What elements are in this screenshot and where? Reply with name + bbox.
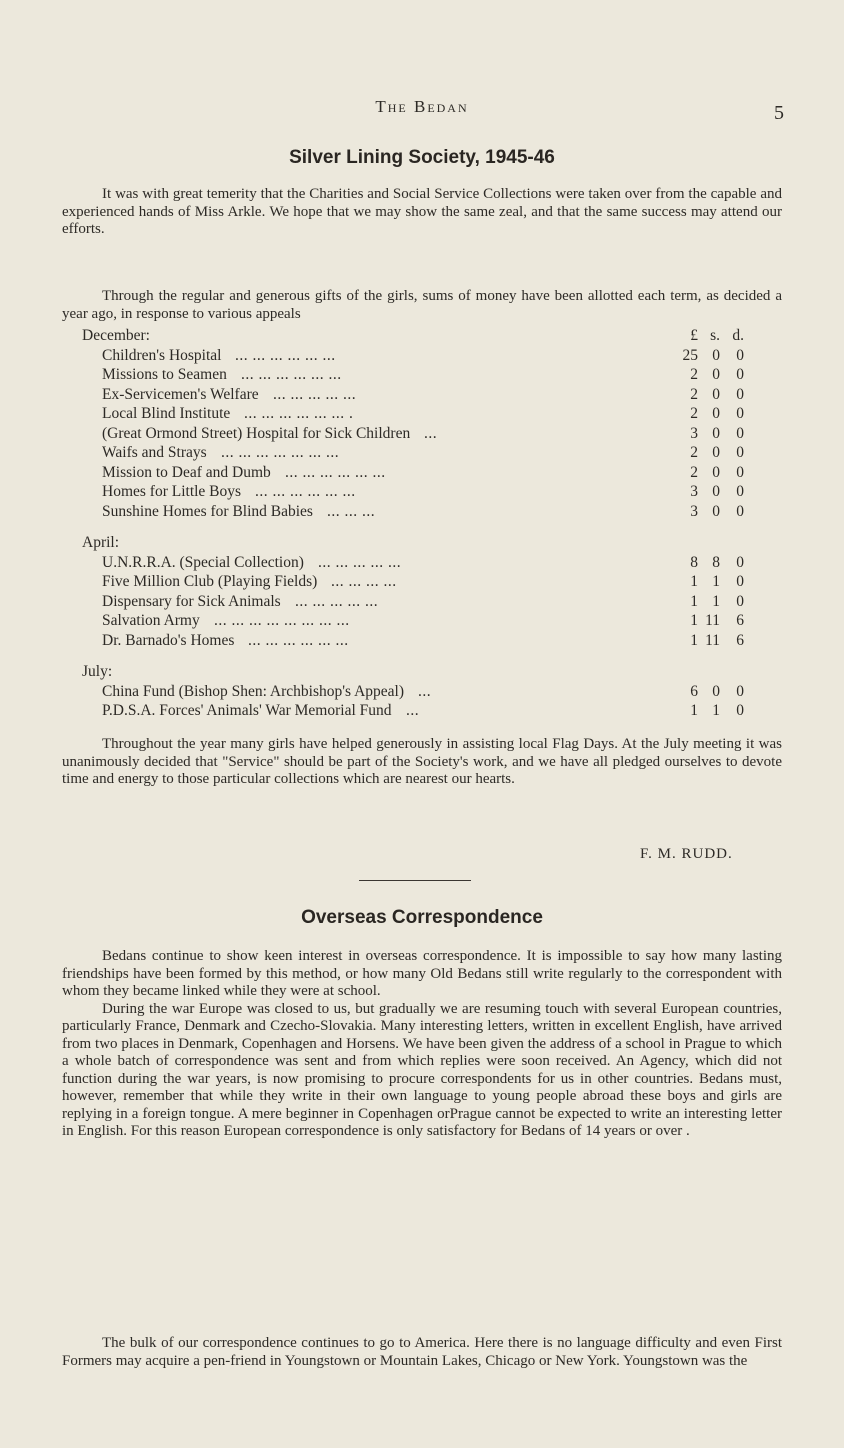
- amount-shillings: 8: [712, 553, 720, 571]
- amount-pounds: 1: [690, 573, 698, 590]
- amount-shillings: 0: [712, 424, 720, 442]
- section-divider: [359, 880, 471, 881]
- donation-label: Sunshine Homes for Blind Babies: [102, 502, 313, 520]
- leader-dots: ...: [406, 702, 420, 719]
- overseas-paragraph-2: During the war Europe was closed to us, but gradually we are resuming touch with several European countries, particularly France, Denmark and Czecho-Slovakia. Many interesting letters, written in excellent English, have arrived from two places in Denmark, Copenhagen and Horsens. We have been given the address of a school in Prague to which a whole batch of correspondence was sent and from which replies were soon received. An Agency, which did not function during the war years, is now promising to procure correspondents for us in other countries. Bedans must, however, remember that while they write in their own language to young people abroad these boys and girls are replying in a foreign tongue. A mere beginner in Copenhagen orPrague cannot be expected to write an interesting letter in English. For this reason European correspondence is only satisfactory for Bedans of 14 years or over .: [62, 1000, 782, 1139]
- leader-dots: ... ... ... ... ... ...: [241, 366, 342, 383]
- amount-pounds: 3: [690, 483, 698, 500]
- amount-shillings: 0: [712, 385, 720, 403]
- overseas-paragraph-3: The bulk of our correspondence continues to go to America. Here there is no language difficulty and even First Formers may acquire a pen-friend in Youngstown or Mountain Lakes, Chicago or New York. Youngstown was the: [62, 1335, 782, 1369]
- donation-label: Missions to Seamen: [102, 366, 227, 383]
- donation-label: Five Million Club (Playing Fields): [102, 573, 318, 590]
- donation-row: [62, 483, 782, 503]
- amount-pence: 0: [736, 463, 744, 481]
- overseas-paragraphs: [62, 948, 782, 1141]
- month-heading-row: [62, 534, 782, 554]
- amount-shillings: 0: [712, 346, 720, 364]
- leader-dots: ... ... ... ... ... ... ...: [221, 444, 340, 461]
- amount-pounds: 1: [690, 631, 698, 649]
- donation-row: [62, 554, 782, 574]
- amount-pounds: 2: [690, 366, 698, 383]
- amount-shillings: 0: [712, 682, 720, 700]
- amount-pounds: 3: [690, 502, 698, 520]
- leader-dots: ... ... ... ... ... ...: [285, 463, 386, 481]
- amount-shillings: 11: [705, 612, 720, 629]
- amount-pence: 0: [736, 424, 744, 442]
- amount-pence: 0: [736, 702, 744, 719]
- section-title-silver-lining: Silver Lining Society, 1945-46: [289, 147, 555, 168]
- leader-dots: ... ... ... ...: [331, 573, 397, 590]
- donation-row: [62, 683, 782, 703]
- overseas-paragraph-3-container: [62, 1335, 782, 1370]
- donation-row: [62, 612, 782, 632]
- running-title: The Bedan: [375, 97, 469, 116]
- amount-pounds: 1: [690, 702, 698, 719]
- donation-row: [62, 573, 782, 593]
- amount-pounds: 2: [690, 444, 698, 461]
- leader-dots: ...: [424, 424, 438, 442]
- donation-label: Dr. Barnado's Homes: [102, 631, 235, 649]
- donation-label: China Fund (Bishop Shen: Archbishop's Appeal): [102, 682, 405, 700]
- pence-header: d.: [732, 327, 744, 344]
- donations-table: [62, 327, 782, 722]
- amount-pence: 0: [736, 483, 744, 500]
- amount-pounds: 1: [690, 592, 698, 610]
- leader-dots: ... ... ... ... ...: [295, 592, 379, 610]
- donation-label: P.D.S.A. Forces' Animals' War Memorial Fund: [102, 702, 392, 719]
- amount-pence: 0: [736, 682, 744, 700]
- donation-row: [62, 464, 782, 484]
- donation-row: [62, 444, 782, 464]
- overseas-paragraph-1: Bedans continue to show keen interest in overseas correspondence. It is impossible to say how many lasting friendships have been formed by this method, or how many Old Bedans still write regularly to the correspondent with whom they became linked while they were at school.: [62, 948, 782, 999]
- donation-row: [62, 702, 782, 722]
- amount-pence: 0: [736, 385, 744, 403]
- month-heading-row: [62, 663, 782, 683]
- amount-pounds: 3: [690, 424, 698, 442]
- amount-pounds: 8: [690, 553, 698, 571]
- donation-row: [62, 366, 782, 386]
- amount-pence: 0: [736, 444, 744, 461]
- pounds-header: £: [690, 327, 698, 344]
- donation-row: [62, 632, 782, 652]
- leader-dots: ... ... ... ... ... ... .: [244, 405, 354, 422]
- amount-pounds: 2: [690, 385, 698, 403]
- leader-dots: ... ... ... ... ...: [318, 553, 402, 571]
- donation-row: [62, 503, 782, 523]
- amount-pounds: 2: [690, 405, 698, 422]
- month-heading-december: December:: [82, 327, 150, 344]
- donation-row: [62, 405, 782, 425]
- amount-pence: 0: [736, 346, 744, 364]
- donation-row: [62, 425, 782, 445]
- leader-dots: ... ... ... ... ... ...: [235, 346, 336, 364]
- donation-label: Local Blind Institute: [102, 405, 231, 422]
- donation-label: U.N.R.R.A. (Special Collection): [102, 553, 304, 571]
- amount-shillings: 0: [712, 463, 720, 481]
- amount-shillings: 0: [712, 444, 720, 461]
- amount-pence: 0: [736, 573, 744, 590]
- amount-pence: 0: [736, 502, 744, 520]
- page-number: 5: [774, 102, 784, 124]
- leader-dots: ... ... ... ... ... ...: [248, 631, 349, 649]
- donation-label: Children's Hospital: [102, 346, 222, 364]
- currency-header-row: [62, 327, 782, 347]
- amount-pence: 6: [736, 631, 744, 649]
- amount-shillings: 1: [712, 592, 720, 610]
- donation-label: Homes for Little Boys: [102, 483, 242, 500]
- silver-lining-paragraph-2: Through the regular and generous gifts of the girls, sums of money have been allotted each term, as decided a year ago, in response to various appeals: [62, 288, 782, 322]
- section-title-overseas: Overseas Correspondence: [301, 907, 543, 928]
- leader-dots: ...: [418, 682, 432, 700]
- amount-shillings: 0: [712, 483, 720, 500]
- donation-row: [62, 386, 782, 406]
- amount-shillings: 0: [712, 366, 720, 383]
- month-heading-april: April:: [82, 534, 120, 551]
- amount-pence: 0: [736, 592, 744, 610]
- month-heading-july: July:: [82, 663, 113, 680]
- amount-shillings: 1: [712, 702, 720, 719]
- silver-lining-paragraph-1: It was with great temerity that the Charities and Social Service Collections were taken over from the capable and experienced hands of Miss Arkle. We hope that we may show the same zeal, and that the same success may attend our efforts.: [62, 186, 782, 237]
- silver-lining-paragraph-3: Throughout the year many girls have helped generously in assisting local Flag Days. At the July meeting it was unanimously decided that "Service" should be part of the Society's work, and we have all pledged ourselves to devote time and energy to those particular collections which are nearest our hearts.: [62, 736, 782, 787]
- donation-label: Dispensary for Sick Animals: [102, 592, 281, 610]
- donation-label: (Great Ormond Street) Hospital for Sick Children: [102, 424, 411, 442]
- amount-pence: 6: [736, 612, 744, 629]
- amount-pounds: 1: [690, 612, 698, 629]
- leader-dots: ... ... ... ... ... ... ... ...: [214, 612, 350, 629]
- amount-shillings: 11: [705, 631, 720, 649]
- signature: F. M. RUDD.: [640, 846, 733, 862]
- amount-pounds: 2: [690, 463, 698, 481]
- donation-label: Salvation Army: [102, 612, 200, 629]
- amount-pence: 0: [736, 405, 744, 422]
- amount-shillings: 0: [712, 502, 720, 520]
- amount-pence: 0: [736, 366, 744, 383]
- donation-row: [62, 347, 782, 367]
- amount-pounds: 6: [690, 682, 698, 700]
- amount-pence: 0: [736, 553, 744, 571]
- donation-row: [62, 593, 782, 613]
- leader-dots: ... ... ...: [327, 502, 376, 520]
- leader-dots: ... ... ... ... ... ...: [255, 483, 356, 500]
- leader-dots: ... ... ... ... ...: [273, 385, 357, 403]
- amount-shillings: 1: [712, 573, 720, 590]
- donation-label: Ex-Servicemen's Welfare: [102, 385, 259, 403]
- donation-label: Waifs and Strays: [102, 444, 207, 461]
- donation-label: Mission to Deaf and Dumb: [102, 463, 271, 481]
- shillings-header: s.: [710, 327, 720, 344]
- amount-shillings: 0: [712, 405, 720, 422]
- amount-pounds: 25: [682, 346, 698, 364]
